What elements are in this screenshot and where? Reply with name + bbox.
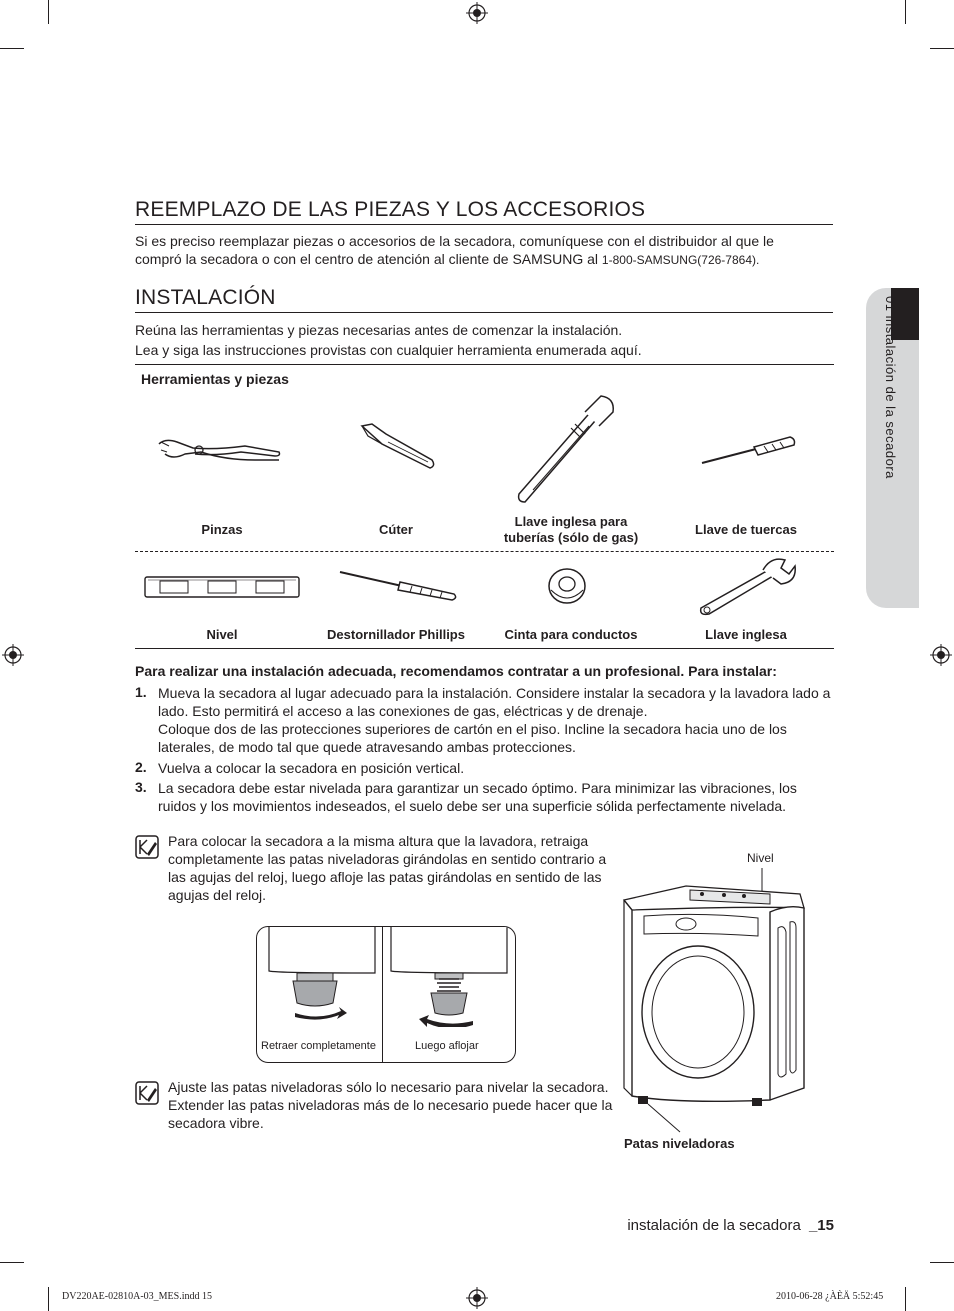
crop-mark [930, 1262, 954, 1263]
page-footer [627, 1217, 834, 1234]
note-text: Ajuste las patas niveladoras sólo lo necesario para nivelar la secadora. Extender las patas niveladoras más de lo necesario puede hacer que la secadora vibre. [168, 1079, 613, 1131]
dryer-label-leveling-legs: Patas niveladoras [624, 1136, 735, 1151]
adjustable-wrench-icon [697, 556, 797, 618]
divider [135, 364, 834, 365]
dryer-label-level: Nivel [747, 851, 774, 865]
tool-label-pliers: Pinzas [201, 522, 243, 537]
note-icon [135, 835, 159, 859]
tool-label-adjustable-wrench: Llave inglesa [705, 627, 787, 642]
crop-mark [905, 1287, 906, 1311]
nut-driver-icon [698, 433, 798, 467]
tool-label-phillips-screwdriver: Destornillador Phillips [327, 627, 465, 642]
note-icon [135, 1081, 159, 1105]
diagram-label-retract: Retraer completamente [261, 1040, 376, 1052]
leg-loosened-icon [389, 927, 509, 1027]
tool-label-level: Nivel [206, 627, 238, 642]
step-paragraph: Mueva la secadora al lugar adecuado para la instalación. Considere instalar la secadora y la lavadora lado a lado. Esto permitirá el acceso a las conexiones de gas, eléctricas y de drenaje. [158, 685, 831, 719]
phillips-screwdriver-icon [336, 568, 460, 602]
leveling-leg-diagram [256, 926, 516, 1063]
replacement-paragraph-line [135, 250, 835, 269]
replacement-paragraph [135, 232, 835, 269]
pliers-icon [155, 430, 285, 466]
crop-mark [48, 1287, 49, 1311]
tool-label-cutter: Cúter [379, 522, 413, 537]
registration-mark-icon [466, 2, 488, 24]
divider [135, 648, 834, 649]
footer-section-title: instalación de la secadora [627, 1217, 801, 1234]
crop-mark [0, 1262, 24, 1263]
samsung-phone-number: 1-800-SAMSUNG(726-7864). [601, 253, 760, 267]
step-number: 3. [135, 779, 147, 795]
step-number: 2. [135, 759, 147, 775]
leg-retracted-icon [267, 927, 377, 1027]
cutter-icon [358, 420, 438, 474]
tool-label-nut-driver: Llave de tuercas [695, 522, 797, 537]
replacement-paragraph-line: Si es preciso reemplazar piezas o accesorios de la secadora, comuníquese con el distribuidor al que le [135, 233, 774, 249]
installation-intro [135, 321, 835, 359]
step-text: La secadora debe estar nivelada para garantizar un secado óptimo. Para minimizar las vibraciones, los ruidos y los movimientos indeseados, el suelo debe ser una superficie sólida perfectamente nivelada. [158, 780, 797, 814]
registration-mark-icon [930, 644, 952, 666]
step-text [158, 684, 834, 756]
crop-mark [905, 0, 906, 24]
tools-table-title: Herramientas y piezas [141, 371, 289, 387]
chapter-side-tab-label: 01 instalación de la secadora [883, 296, 898, 479]
print-file-info: DV220AE-02810A-03_MES.indd 15 [62, 1291, 212, 1302]
crop-mark [48, 0, 49, 24]
tools-dashed-divider [135, 551, 834, 552]
step-text: Vuelva a colocar la secadora en posición vertical. [158, 760, 465, 776]
installation-intro-line: Reúna las herramientas y piezas necesarias antes de comenzar la instalación. [135, 322, 623, 338]
level-icon [144, 574, 300, 600]
replacement-paragraph-text: compró la secadora o con el centro de atención al cliente de SAMSUNG al [135, 251, 599, 267]
diagram-label-loosen: Luego aflojar [415, 1040, 479, 1052]
note-text: Para colocar la secadora a la misma altura que la lavadora, retraiga completamente las patas niveladoras girándolas en sentido contrario a las agujas del reloj, luego afloje las patas girándolas en sentido de las agujas del reloj. [168, 833, 607, 903]
crop-mark [930, 48, 954, 49]
tool-label-pipe-wrench: Llave inglesa para tuberías (sólo de gas) [503, 514, 639, 545]
duct-tape-icon [546, 564, 588, 606]
pipe-wrench-icon [515, 394, 620, 506]
section-heading-replacement: REEMPLAZO DE LAS PIEZAS Y LOS ACCESORIOS [135, 198, 833, 225]
registration-mark-icon [466, 1287, 488, 1309]
dryer-illustration [620, 864, 810, 1136]
registration-mark-icon [2, 644, 24, 666]
section-heading-installation: INSTALACIÓN [135, 286, 833, 313]
recommendation-text: Para realizar una instalación adecuada, recomendamos contratar a un profesional. Para instalar: [135, 663, 777, 679]
page-number: _15 [808, 1217, 834, 1234]
installation-intro-line: Lea y siga las instrucciones provistas con cualquier herramienta enumerada aquí. [135, 342, 642, 358]
step-paragraph: Coloque dos de las protecciones superiores de cartón en el piso. Incline la secadora hacia uno de los laterales, de modo tal que quede atravesando ambas protecciones. [158, 721, 787, 755]
step-number: 1. [135, 684, 147, 700]
crop-mark [0, 48, 24, 49]
print-timestamp: 2010-06-28 ¿ÀÈÄ 5:52:45 [776, 1291, 884, 1302]
tool-label-duct-tape: Cinta para conductos [504, 627, 638, 642]
